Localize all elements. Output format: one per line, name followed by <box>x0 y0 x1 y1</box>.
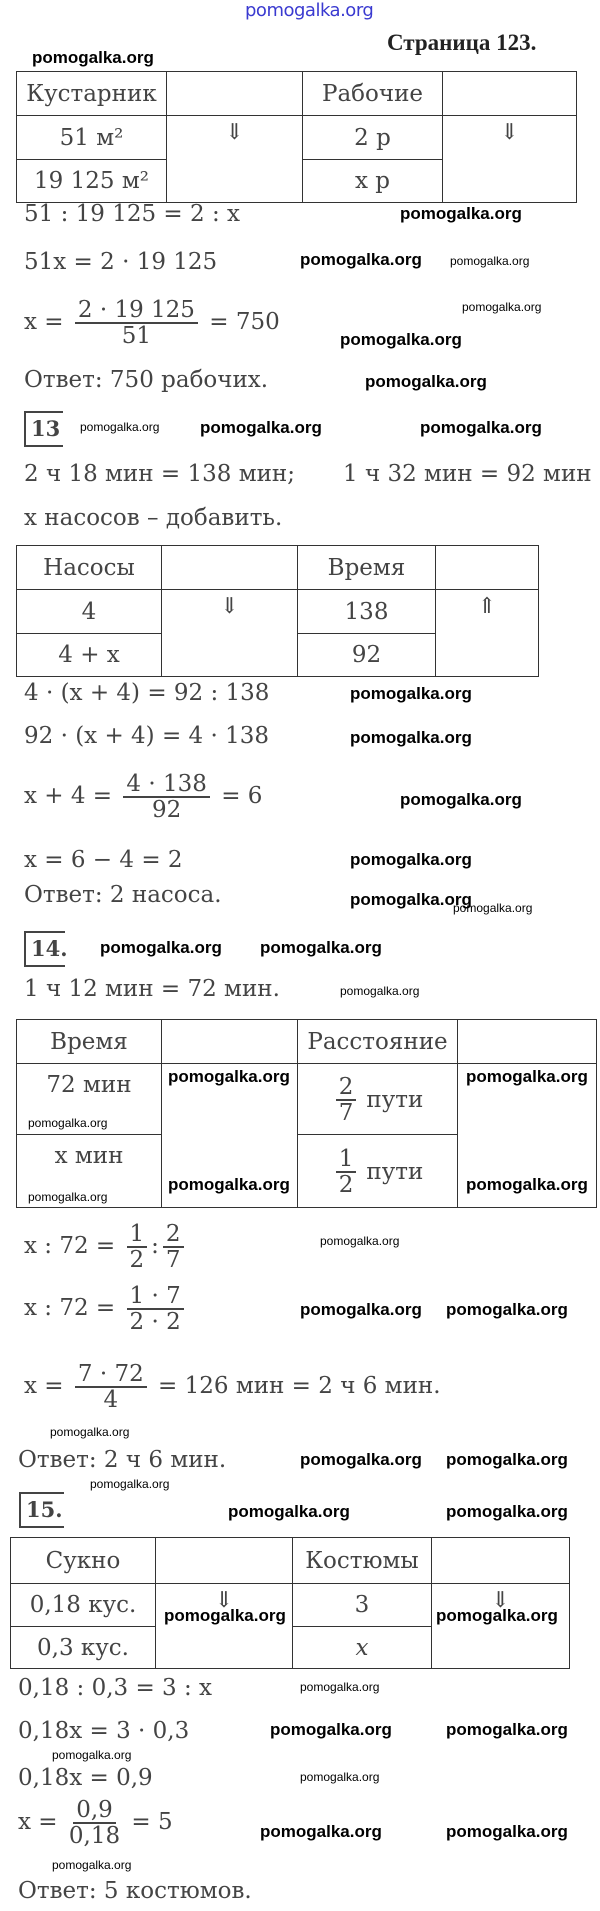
equation: 0,18x = 0,9 <box>18 1765 153 1791</box>
fraction <box>123 772 209 822</box>
answer: Ответ: 2 ч 6 мин. <box>18 1447 227 1473</box>
rhs: = 6 <box>221 783 263 809</box>
conversion: 1 ч 12 мин = 72 мин. <box>24 976 280 1002</box>
watermark: pomogalka.org <box>466 1067 588 1086</box>
rhs: = 126 мин = 2 ч 6 мин. <box>158 1373 441 1399</box>
empty-cell <box>162 1020 298 1064</box>
watermark: pomogalka.org <box>446 1502 568 1521</box>
cell: 51 м² <box>17 116 167 160</box>
watermark: pomogalka.org <box>400 204 522 223</box>
header-distance: Расстояние <box>298 1020 458 1064</box>
numerator: 2 <box>336 1075 357 1101</box>
cell: 0,18 кус. <box>11 1584 156 1627</box>
watermark: pomogalka.org <box>80 420 160 434</box>
header-cloth: Сукно <box>11 1538 156 1584</box>
cell: 92 <box>298 634 436 677</box>
fraction <box>75 298 198 348</box>
denominator: 2 <box>338 1171 354 1198</box>
table-pumps-time <box>16 545 539 677</box>
header-workers: Рабочие <box>303 72 443 116</box>
cell: x <box>293 1627 432 1669</box>
empty-cell <box>443 72 577 116</box>
watermark: pomogalka.org <box>450 254 530 268</box>
header-time: Время <box>298 546 436 590</box>
equation: 0,18x = 3 · 0,3 <box>18 1718 190 1744</box>
watermark: pomogalka.org <box>200 418 322 437</box>
watermark: pomogalka.org <box>164 1606 286 1625</box>
cell: x мин <box>17 1135 162 1208</box>
equation-fraction <box>18 1798 173 1848</box>
watermark: pomogalka.org <box>350 850 472 869</box>
numerator: 1 <box>336 1147 357 1173</box>
watermark: pomogalka.org <box>300 250 422 269</box>
lhs: x = <box>24 1373 64 1399</box>
equation-fraction <box>24 772 262 822</box>
watermark: pomogalka.org <box>28 1116 108 1130</box>
denominator: 92 <box>152 797 182 823</box>
conversion: 2 ч 18 мин = 138 мин; <box>24 461 295 487</box>
lhs: x + 4 = <box>24 783 113 809</box>
watermark: pomogalka.org <box>32 48 154 67</box>
watermark: pomogalka.org <box>453 901 533 915</box>
watermark: pomogalka.org <box>260 938 382 957</box>
table-shrubs-workers <box>16 71 577 203</box>
lhs: x = <box>18 1809 58 1835</box>
cell <box>298 1135 458 1208</box>
watermark: pomogalka.org <box>228 1502 350 1521</box>
numerator: 1 <box>127 1222 148 1248</box>
equation: 51x = 2 · 19 125 <box>24 249 218 275</box>
page-title: Страница 123. <box>387 30 537 55</box>
header-time: Время <box>17 1020 162 1064</box>
watermark: pomogalka.org <box>400 790 522 809</box>
operator: : <box>151 1233 159 1259</box>
denominator: 7 <box>165 1247 181 1273</box>
watermark: pomogalka.org <box>436 1606 558 1625</box>
answer: Ответ: 5 костюмов. <box>18 1878 252 1904</box>
cell: 4 + x <box>17 634 162 677</box>
empty-cell <box>156 1538 293 1584</box>
unit: пути <box>366 1158 424 1185</box>
watermark: pomogalka.org <box>168 1067 290 1086</box>
cell: x р <box>303 160 443 203</box>
cell: 0,3 кус. <box>11 1627 156 1669</box>
denominator: 0,18 <box>68 1823 121 1849</box>
equation-fraction <box>24 1222 188 1272</box>
watermark: pomogalka.org <box>350 890 472 909</box>
watermark: pomogalka.org <box>350 728 472 747</box>
note: x насосов – добавить. <box>24 505 283 531</box>
numerator: 2 <box>163 1222 184 1248</box>
fraction <box>75 1362 147 1412</box>
watermark: pomogalka.org <box>100 938 222 957</box>
denominator: 2 <box>129 1247 145 1273</box>
watermark: pomogalka.org <box>300 1770 380 1784</box>
empty-cell <box>436 546 539 590</box>
equation: 4 · (x + 4) = 92 : 138 <box>24 680 270 706</box>
watermark: pomogalka.org <box>270 1720 392 1739</box>
cell: 72 мин <box>17 1064 162 1135</box>
lhs: x : 72 = <box>24 1233 116 1259</box>
table-cloth-suits <box>10 1537 570 1669</box>
site-watermark-logo: pomogalka.org <box>245 0 374 21</box>
watermark: pomogalka.org <box>446 1300 568 1319</box>
fraction <box>163 1222 184 1272</box>
header-suits: Костюмы <box>293 1538 432 1584</box>
equation-fraction <box>24 1362 441 1412</box>
fraction <box>127 1222 148 1272</box>
equation-fraction <box>24 1284 188 1334</box>
header-pumps: Насосы <box>17 546 162 590</box>
task-number: 15. <box>19 1492 64 1528</box>
down-arrow-icon: ⇓ <box>162 590 298 677</box>
fraction <box>336 1075 357 1125</box>
denominator: 4 <box>103 1387 119 1413</box>
watermark: pomogalka.org <box>350 684 472 703</box>
empty-cell <box>162 546 298 590</box>
answer: Ответ: 2 насоса. <box>24 882 222 908</box>
watermark: pomogalka.org <box>28 1190 108 1204</box>
equation: 51 : 19 125 = 2 : x <box>24 201 240 227</box>
watermark: pomogalka.org <box>466 1175 588 1194</box>
rhs: = 5 <box>131 1809 173 1835</box>
watermark: pomogalka.org <box>90 1477 170 1491</box>
up-arrow-icon: ⇑ <box>436 590 539 677</box>
watermark: pomogalka.org <box>446 1720 568 1739</box>
empty-cell <box>458 1020 597 1064</box>
denominator: 51 <box>121 323 152 349</box>
equation: 0,18 : 0,3 = 3 : x <box>18 1675 213 1701</box>
unit: пути <box>366 1086 424 1113</box>
rhs: = 750 <box>209 309 280 335</box>
numerator: 7 · 72 <box>75 1362 147 1388</box>
header-shrubs: Кустарник <box>17 72 167 116</box>
watermark: pomogalka.org <box>462 300 542 314</box>
cell: 138 <box>298 590 436 634</box>
lhs: x = <box>24 309 64 335</box>
numerator: 0,9 <box>73 1798 116 1824</box>
fraction <box>127 1284 184 1334</box>
watermark: pomogalka.org <box>300 1680 380 1694</box>
lhs: x : 72 = <box>24 1295 116 1321</box>
numerator: 4 · 138 <box>123 772 209 798</box>
watermark: pomogalka.org <box>340 984 420 998</box>
watermark: pomogalka.org <box>52 1858 132 1872</box>
down-arrow-icon: ⇓ <box>432 1584 570 1669</box>
watermark: pomogalka.org <box>446 1822 568 1841</box>
equation-fraction <box>24 298 280 348</box>
numerator: 2 · 19 125 <box>75 298 198 324</box>
fraction <box>336 1147 357 1197</box>
task-number: 14. <box>24 931 65 967</box>
watermark: pomogalka.org <box>300 1300 422 1319</box>
watermark: pomogalka.org <box>168 1175 290 1194</box>
numerator: 1 · 7 <box>127 1284 184 1310</box>
fraction <box>69 1798 120 1848</box>
cell: 19 125 м² <box>17 160 167 203</box>
denominator: 7 <box>338 1099 354 1126</box>
task-number: 13 <box>24 411 63 447</box>
down-arrow-icon: ⇓ <box>443 116 577 203</box>
cell: 3 <box>293 1584 432 1627</box>
empty-cell <box>432 1538 570 1584</box>
watermark: pomogalka.org <box>300 1450 422 1469</box>
equation: 92 · (x + 4) = 4 · 138 <box>24 723 270 749</box>
watermark: pomogalka.org <box>420 418 542 437</box>
cell <box>298 1064 458 1135</box>
watermark: pomogalka.org <box>320 1234 400 1248</box>
watermark: pomogalka.org <box>260 1822 382 1841</box>
watermark: pomogalka.org <box>446 1450 568 1469</box>
watermark: pomogalka.org <box>52 1748 132 1762</box>
conversion: 1 ч 32 мин = 92 мин <box>343 461 592 487</box>
cell: 2 р <box>303 116 443 160</box>
down-arrow-icon: ⇓ <box>156 1584 293 1669</box>
empty-cell <box>167 72 303 116</box>
answer: Ответ: 750 рабочих. <box>24 367 269 393</box>
watermark: pomogalka.org <box>340 330 462 349</box>
watermark: pomogalka.org <box>365 372 487 391</box>
down-arrow-icon: ⇓ <box>167 116 303 203</box>
cell: 4 <box>17 590 162 634</box>
watermark: pomogalka.org <box>50 1425 130 1439</box>
equation: x = 6 − 4 = 2 <box>24 847 183 873</box>
denominator: 2 · 2 <box>129 1309 181 1335</box>
